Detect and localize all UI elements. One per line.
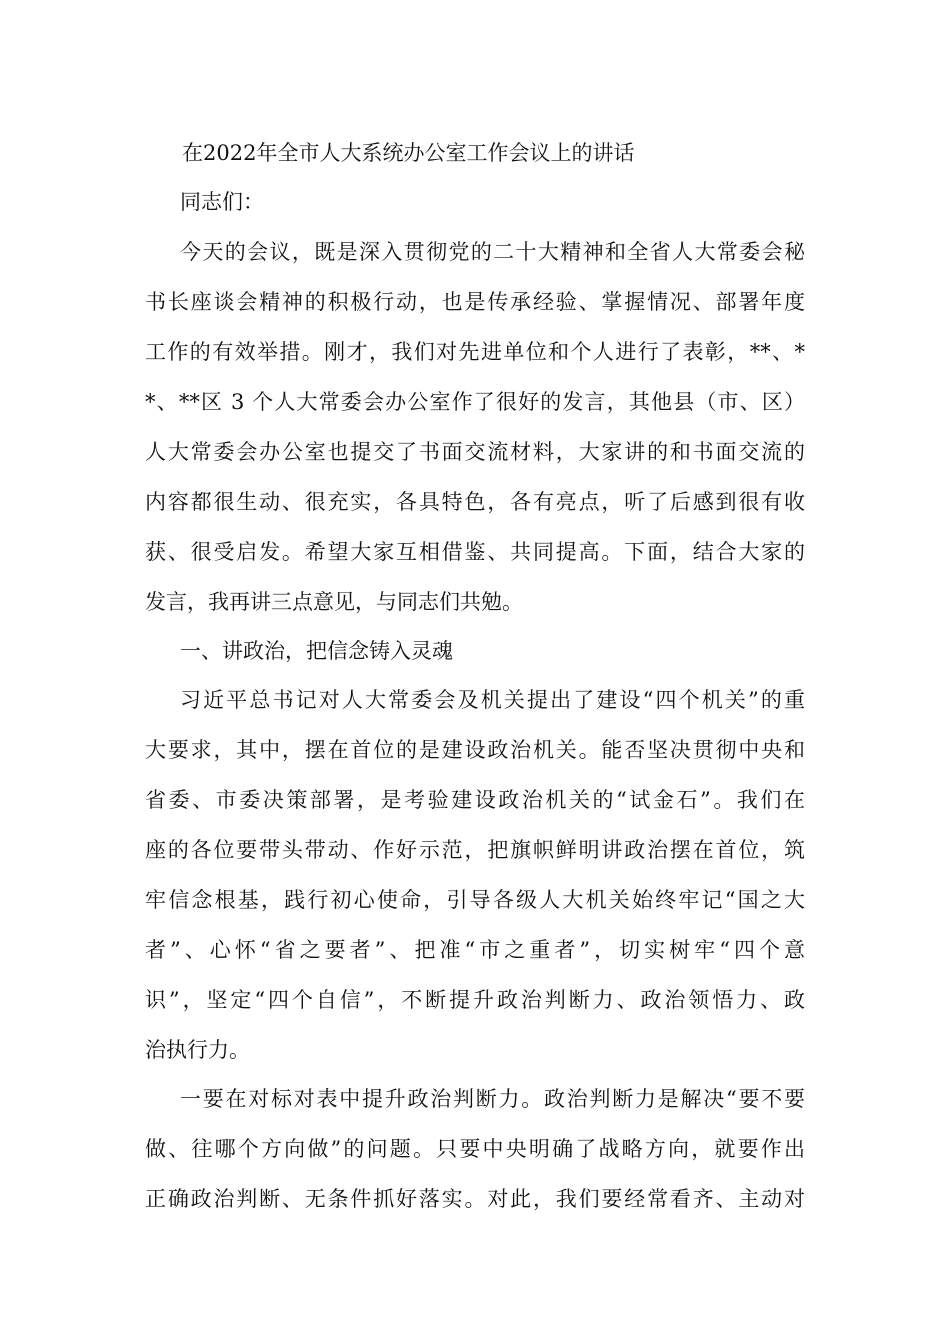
greeting: 同志们： bbox=[180, 190, 264, 214]
paragraph-line: 一要在对标对表中提升政治判断力。政治判断力是解决“要不要 bbox=[180, 1087, 805, 1111]
paragraph-line: 书长座谈会精神的积极行动，也是传承经验、掌握情况、部署年度 bbox=[145, 290, 805, 314]
paragraph-line: 正确政治判断、无条件抓好落实。对此，我们要经常看齐、主动对 bbox=[145, 1187, 805, 1211]
document-title: 在2022年全市人大系统办公室工作会议上的讲话 bbox=[182, 141, 635, 165]
paragraph-line: *、**区 3 个人大常委会办公室作了很好的发言，其他县（市、区） bbox=[145, 390, 805, 414]
section-heading: 一、讲政治，把信念铸入灵魂 bbox=[180, 639, 453, 663]
paragraph-line: 大要求，其中，摆在首位的是建设政治机关。能否坚决贯彻中央和 bbox=[145, 738, 805, 762]
paragraph-line: 治执行力。 bbox=[145, 1038, 250, 1062]
paragraph-line: 获、很受启发。希望大家互相借鉴、共同提高。下面，结合大家的 bbox=[145, 540, 805, 564]
paragraph-line: 内容都很生动、很充实，各具特色，各有亮点，听了后感到很有收 bbox=[145, 490, 805, 514]
paragraph-line: 省委、市委决策部署，是考验建设政治机关的“试金石”。我们在 bbox=[145, 788, 805, 812]
paragraph-line: 发言，我再讲三点意见，与同志们共勉。 bbox=[145, 590, 523, 614]
paragraph-line: 人大常委会办公室也提交了书面交流材料，大家讲的和书面交流的 bbox=[145, 440, 805, 464]
paragraph-line: 习近平总书记对人大常委会及机关提出了建设“四个机关”的重 bbox=[180, 688, 805, 712]
paragraph-line: 做、往哪个方向做”的问题。只要中央明确了战略方向，就要作出 bbox=[145, 1137, 805, 1161]
paragraph-line: 牢信念根基，践行初心使命，引导各级人大机关始终牢记“国之大 bbox=[145, 888, 805, 912]
paragraph-line: 识”，坚定“四个自信”，不断提升政治判断力、政治领悟力、政 bbox=[145, 988, 805, 1012]
paragraph-line: 工作的有效举措。刚才，我们对先进单位和个人进行了表彰，**、* bbox=[145, 340, 805, 364]
paragraph-line: 今天的会议，既是深入贯彻党的二十大精神和全省人大常委会秘 bbox=[180, 240, 805, 264]
paragraph-line: 者”、心怀“省之要者”、把准“市之重者”，切实树牢“四个意 bbox=[145, 938, 805, 962]
paragraph-line: 座的各位要带头带动、作好示范，把旗帜鲜明讲政治摆在首位，筑 bbox=[145, 838, 805, 862]
